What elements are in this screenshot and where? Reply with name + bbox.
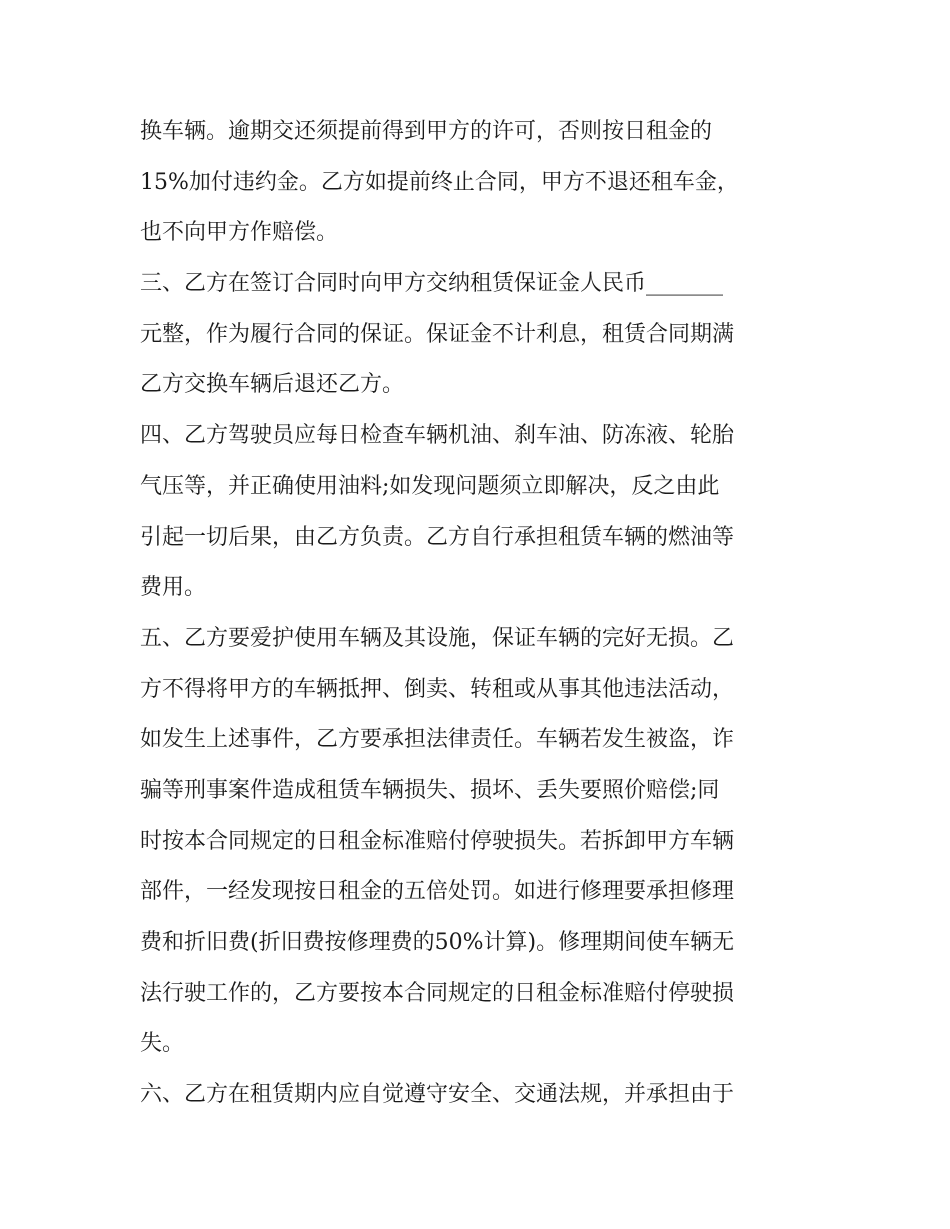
text-line: 时按本合同规定的日租金标准赔付停驶损失。若拆卸甲方车辆: [140, 828, 735, 854]
text-line: 引起一切后果，由乙方负责。乙方自行承担租赁车辆的燃油等: [140, 524, 735, 550]
text-line: 失。: [140, 1031, 185, 1057]
text-line: 乙方交换车辆后退还乙方。: [140, 372, 405, 398]
clause-4-line: 四、乙方驾驶员应每日检查车辆机油、刹车油、防冻液、轮胎: [140, 423, 735, 449]
text-line: 如发生上述事件，乙方要承担法律责任。车辆若发生被盗，诈: [140, 727, 735, 753]
text-line: 部件，一经发现按日租金的五倍处罚。如进行修理要承担修理: [140, 879, 735, 905]
text-line: 方不得将甲方的车辆抵押、倒卖、转租或从事其他违法活动，: [140, 676, 735, 702]
text-line: 换车辆。逾期交还须提前得到甲方的许可，否则按日租金的: [140, 119, 713, 144]
clause-5-line: 五、乙方要爱护使用车辆及其设施，保证车辆的完好无损。乙: [140, 625, 735, 651]
text-line: 费和折旧费(折旧费按修理费的50%计算)。修理期间使车辆无: [140, 930, 735, 955]
text-line: 也不向甲方作赔偿。: [140, 220, 339, 246]
text-line: 骗等刑事案件造成租赁车辆损失、损坏、丢失要照价赔偿;同: [140, 777, 720, 803]
clause-6-line: 六、乙方在租赁期内应自觉遵守安全、交通法规，并承担由于: [140, 1082, 735, 1108]
text-line: 15%加付违约金。乙方如提前终止合同，甲方不退还租车金，: [140, 169, 739, 195]
text-line: 费用。: [140, 575, 207, 601]
text-line: 法行驶工作的，乙方要按本合同规定的日租金标准赔付停驶损: [140, 980, 735, 1006]
text-line: 元整，作为履行合同的保证。保证金不计利息，租赁合同期满: [140, 321, 735, 347]
clause-3-line: 三、乙方在签订合同时向甲方交纳租赁保证金人民币_______: [140, 271, 724, 297]
text-line: 气压等，并正确使用油料;如发现问题须立即解决，反之由此: [140, 473, 720, 499]
contract-body-text: [140, 107, 820, 1121]
